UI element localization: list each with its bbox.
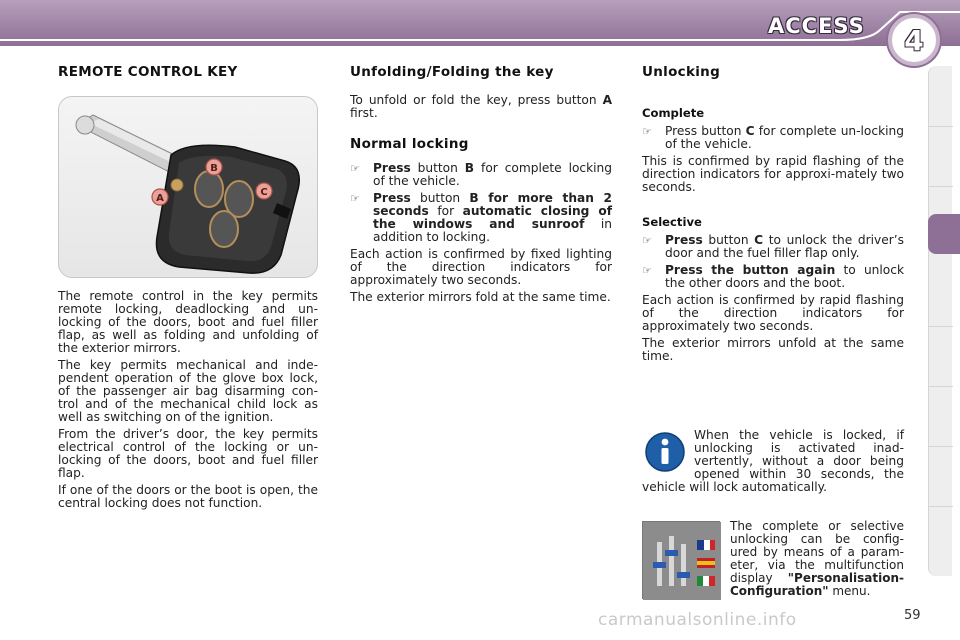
tab-divider xyxy=(929,446,953,447)
bullet-icon: ☞ xyxy=(642,125,652,138)
tab-divider xyxy=(929,506,953,507)
bullet-icon: ☞ xyxy=(642,264,652,277)
tab-divider xyxy=(929,126,953,127)
text: Press xyxy=(373,191,411,205)
info-spacer xyxy=(642,429,694,471)
multifunction-display-image xyxy=(642,521,720,599)
settings-sliders-icon xyxy=(643,522,721,600)
key-label-a: A xyxy=(156,193,164,204)
button-ref: C xyxy=(754,233,764,247)
text: button xyxy=(419,191,461,205)
bullet-icon: ☞ xyxy=(350,162,360,175)
text: Press button xyxy=(665,124,742,138)
button-ref: B xyxy=(464,161,475,175)
text: Press the button again xyxy=(665,263,836,277)
subtitle-selective: Selective xyxy=(642,215,702,229)
info-text: When the vehicle is locked, if unlocking is activated inad-vertently, without a door being opened within 30 seconds, the vehicle will lock automatically. xyxy=(642,428,904,494)
text: button xyxy=(417,161,458,175)
remote-key-icon xyxy=(59,97,318,278)
paragraph: Each action is confirmed by rapid flashing of the direction indicators for approximately two seconds. xyxy=(642,293,904,333)
text: Press xyxy=(373,161,411,175)
section-title-folding: Unfolding/Folding the key xyxy=(350,64,554,80)
section-title-normal-locking: Normal locking xyxy=(350,136,469,152)
list-item xyxy=(642,125,904,151)
bullet-icon: ☞ xyxy=(642,234,652,247)
chapter-title: ACCESS xyxy=(768,14,865,38)
paragraph: The remote control in the key permits remote locking, deadlocking and un-locking of the doors, boot and fuel filler flap, as well as folding and unfolding of the exterior mirrors. xyxy=(58,289,318,355)
button-ref: C xyxy=(745,124,755,138)
remote-control-text xyxy=(58,290,318,514)
remote-control-section xyxy=(58,66,318,79)
paragraph: This is confirmed by rapid flashing of the direction indicators for approxi-mately two seconds. xyxy=(642,154,904,194)
paragraph: If one of the doors or the boot is open, the central locking does not function. xyxy=(58,483,318,510)
list-item xyxy=(642,264,904,290)
text: for xyxy=(437,204,455,218)
key-label-c: C xyxy=(260,187,268,198)
subtitle-complete: Complete xyxy=(642,106,705,120)
paragraph: The key permits mechanical and inde-pendent operation of the glove box lock, of the passenger air bag disarming con-trol and of the mechanical child lock as well as switching on of the ignition. xyxy=(58,358,318,424)
unlocking-section xyxy=(642,66,904,367)
section-title-unlocking: Unlocking xyxy=(642,64,721,80)
section-title-remote-control: REMOTE CONTROL KEY xyxy=(58,64,238,80)
chapter-tab-strip xyxy=(928,66,952,576)
text: Press xyxy=(665,233,703,247)
list-item xyxy=(350,192,612,244)
menu-name: "Personalisation-Configuration" xyxy=(730,571,904,598)
folding-section xyxy=(350,66,612,308)
key-label-b: B xyxy=(210,163,218,174)
text: for complete un-locking of the vehicle. xyxy=(665,124,904,151)
watermark: carmanualsonline.info xyxy=(598,610,797,630)
list-item xyxy=(350,162,612,188)
key-illustration xyxy=(58,96,318,278)
chapter-badge xyxy=(888,14,940,66)
text: first. xyxy=(350,106,378,120)
text: to unlock the driver’s door and the fuel filler flap only. xyxy=(665,233,904,260)
button-ref: A xyxy=(602,93,612,107)
tab-divider xyxy=(929,386,953,387)
page-number: 59 xyxy=(904,608,921,623)
tab-divider xyxy=(929,186,953,187)
tab-divider xyxy=(929,326,953,327)
chapter-tab-active xyxy=(928,214,960,254)
text: in addition to locking. xyxy=(373,217,612,244)
chapter-number: 4 xyxy=(904,24,924,57)
text: automatic closing of the windows and sunroof xyxy=(373,204,612,231)
list-item xyxy=(642,234,904,260)
text: button xyxy=(708,233,749,247)
text: To unfold or fold the key, press button xyxy=(350,93,597,107)
text: menu. xyxy=(832,584,871,598)
configuration-note xyxy=(730,520,904,598)
bullet-icon: ☞ xyxy=(350,192,360,205)
button-ref: B for more than 2 seconds xyxy=(373,191,612,218)
paragraph: The exterior mirrors fold at the same time. xyxy=(350,290,611,304)
folding-intro xyxy=(350,94,612,120)
paragraph: From the driver’s door, the key permits electrical control of the locking or un-locking of the doors, boot and fuel filler flap. xyxy=(58,427,318,480)
info-note xyxy=(642,429,904,494)
text: The complete or selective unlocking can be config-ured by means of a param-eter, via the multifunction display xyxy=(730,519,904,585)
text: for complete locking of the vehicle. xyxy=(373,161,613,188)
text: to unlock the other doors and the boot. xyxy=(665,263,904,290)
header-band xyxy=(0,0,960,46)
paragraph: The exterior mirrors unfold at the same time. xyxy=(642,336,904,363)
paragraph: Each action is confirmed by fixed lighting of the direction indicators for approximately two seconds. xyxy=(350,247,612,287)
